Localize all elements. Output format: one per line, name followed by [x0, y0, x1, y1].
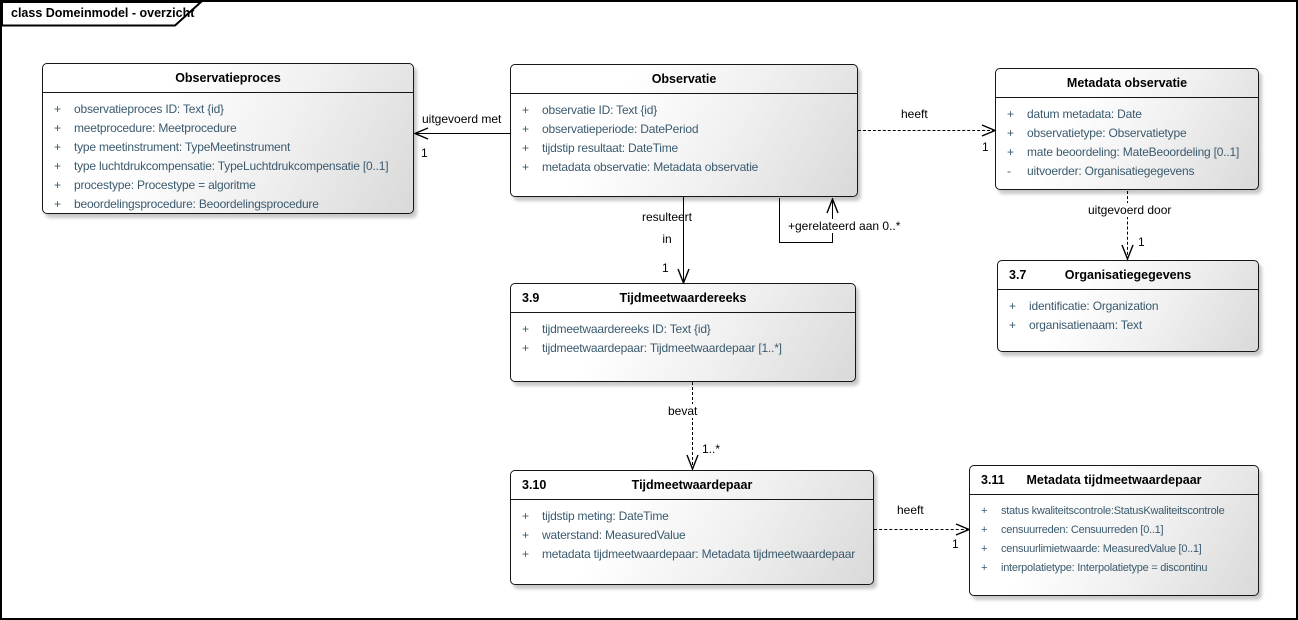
class-tijdmeetwaardepaar[interactable] — [510, 470, 874, 585]
attribute-row — [996, 124, 1258, 143]
class-metadata-observatie[interactable] — [995, 68, 1259, 190]
attribute-row — [970, 502, 1258, 521]
attribute-row — [970, 559, 1258, 578]
arrowhead-down-icon — [677, 268, 690, 284]
class-metadata-tijdmeetwaardepaar[interactable] — [969, 465, 1259, 596]
attribute-text: interpolatietype: Interpolatietype = discontinu — [1001, 562, 1208, 574]
attribute-list — [970, 495, 1258, 578]
attribute-row — [511, 545, 873, 564]
arrowhead-left-icon — [414, 127, 429, 140]
attribute-text: observatie ID: Text {id} — [542, 103, 658, 117]
attribute-row — [511, 526, 873, 545]
visibility-marker: + — [981, 524, 988, 536]
attribute-row — [970, 521, 1258, 540]
class-number: 3.7 — [1009, 268, 1027, 282]
visibility-marker: + — [1009, 299, 1016, 313]
attribute-row — [511, 101, 857, 120]
attribute-row — [996, 105, 1258, 124]
edge-label-heeft-tijdmeetwaardepaar: heeft — [897, 503, 924, 517]
attribute-row — [511, 158, 857, 177]
attribute-row — [511, 507, 873, 526]
visibility-marker: + — [981, 543, 988, 555]
visibility-marker: + — [522, 341, 529, 355]
attribute-text: censuurlimietwaarde: MeasuredValue [0..1] — [1001, 543, 1202, 555]
attribute-row — [43, 138, 413, 157]
attribute-row — [511, 139, 857, 158]
arrowhead-right-icon — [955, 523, 970, 536]
class-number: 3.11 — [981, 473, 1005, 487]
class-title: Observatieproces — [175, 71, 281, 85]
attribute-text: datum metadata: Date — [1027, 107, 1142, 121]
attribute-text: tijdstip resultaat: DateTime — [542, 141, 679, 155]
edge-label-resulteert-in — [622, 206, 712, 250]
visibility-marker: + — [54, 178, 61, 192]
visibility-marker: + — [1007, 126, 1014, 140]
class-number: 3.9 — [522, 291, 540, 305]
class-title: Observatie — [651, 72, 717, 86]
class-title: Organisatiegegevens — [1064, 268, 1192, 282]
attribute-row — [43, 119, 413, 138]
frame-title: class Domeinmodel - overzicht — [11, 6, 195, 20]
class-tijdmeetwaardepaar-header — [511, 471, 873, 500]
visibility-marker: + — [1009, 318, 1016, 332]
edge-label-gerelateerd-aan: +gerelateerd aan 0..* — [788, 219, 901, 233]
attribute-text: type luchtdrukcompensatie: TypeLuchtdrukcompensatie [0..1] — [74, 159, 389, 173]
class-observatie[interactable] — [510, 64, 858, 197]
arrowhead-right-icon — [981, 124, 996, 137]
attribute-text: tijdstip meting: DateTime — [542, 509, 669, 523]
class-metadata-tijdmeetwaardepaar-header — [970, 466, 1258, 495]
attribute-list — [998, 290, 1258, 335]
attribute-row — [43, 100, 413, 119]
attribute-text: meetprocedure: Meetprocedure — [74, 121, 237, 135]
attribute-text: identificatie: Organization — [1029, 299, 1159, 313]
attribute-row — [996, 162, 1258, 181]
visibility-marker: + — [981, 505, 988, 517]
edge-label-uitgevoerd-door: uitgevoerd door — [1088, 203, 1172, 217]
class-tijdmeetwaardereeks[interactable] — [510, 283, 856, 382]
attribute-row — [43, 195, 413, 214]
visibility-marker: + — [522, 528, 529, 542]
attribute-text: metadata observatie: Metadata observatie — [542, 160, 759, 174]
class-observatieproces-header — [43, 64, 413, 93]
class-observatie-header — [511, 65, 857, 94]
attribute-text: organisatienaam: Text — [1029, 318, 1142, 332]
visibility-marker: + — [522, 547, 529, 561]
attribute-list — [511, 313, 855, 358]
class-tijdmeetwaardereeks-header — [511, 284, 855, 313]
attribute-row — [511, 120, 857, 139]
class-organisatiegegevens-header — [998, 261, 1258, 290]
class-title: Metadata tijdmeetwaardepaar — [1026, 473, 1202, 487]
edge-multiplicity: 1 — [662, 261, 669, 275]
attribute-row — [511, 339, 855, 358]
arrowhead-down-icon — [686, 454, 699, 470]
class-organisatiegegevens[interactable] — [997, 260, 1259, 352]
class-number: 3.10 — [522, 478, 547, 492]
attribute-text: observatieperiode: DatePeriod — [542, 122, 699, 136]
class-metadata-observatie-header — [996, 69, 1258, 98]
attribute-list — [511, 94, 857, 177]
edge-multiplicity: 1..* — [702, 442, 721, 456]
self-association-gerelateerd-line-left[interactable] — [779, 198, 780, 242]
visibility-marker: + — [54, 197, 61, 211]
class-title: Tijdmeetwaardereeks — [619, 291, 747, 305]
attribute-row — [970, 540, 1258, 559]
visibility-marker: + — [522, 122, 529, 136]
attribute-row — [998, 316, 1258, 335]
visibility-marker: + — [1007, 145, 1014, 159]
attribute-row — [43, 176, 413, 195]
attribute-list — [511, 500, 873, 564]
visibility-marker: + — [54, 140, 61, 154]
visibility-marker: + — [54, 102, 61, 116]
visibility-marker: + — [522, 322, 529, 336]
visibility-marker: + — [522, 141, 529, 155]
dependency-heeft-observatie-line[interactable] — [858, 130, 995, 131]
visibility-marker: - — [1007, 164, 1011, 178]
attribute-text: type meetinstrument: TypeMeetinstrument — [74, 140, 291, 154]
attribute-text: observatietype: Observatietype — [1027, 126, 1187, 140]
attribute-list — [43, 93, 413, 214]
edge-label-uitgevoerd-met: uitgevoerd met — [422, 112, 502, 126]
attribute-text: status kwaliteitscontrole:StatusKwaliteitscontrole — [1001, 505, 1225, 517]
self-association-gerelateerd-line-bottom[interactable] — [779, 242, 833, 243]
attribute-text: metadata tijdmeetwaardepaar: Metadata tijdmeetwaardepaar — [542, 547, 855, 561]
visibility-marker: + — [1007, 107, 1014, 121]
visibility-marker: + — [522, 509, 529, 523]
edge-multiplicity: 1 — [952, 537, 959, 551]
visibility-marker: + — [522, 160, 529, 174]
attribute-text: uitvoerder: Organisatiegegevens — [1027, 164, 1195, 178]
attribute-list — [996, 98, 1258, 181]
edge-label-line2: in — [662, 232, 672, 246]
visibility-marker: + — [522, 103, 529, 117]
arrowhead-up-icon — [826, 198, 839, 214]
attribute-text: observatieproces ID: Text {id} — [74, 102, 224, 116]
attribute-row — [511, 320, 855, 339]
edge-label-line1: resulteert — [641, 210, 693, 224]
attribute-text: procestype: Procestype = algoritme — [74, 178, 256, 192]
visibility-marker: + — [981, 562, 988, 574]
attribute-row — [43, 157, 413, 176]
edge-label-bevat: bevat — [668, 404, 698, 418]
visibility-marker: + — [54, 159, 61, 173]
attribute-text: beoordelingsprocedure: Beoordelingsprocedure — [74, 197, 319, 211]
class-title: Tijdmeetwaardepaar — [631, 478, 753, 492]
attribute-text: waterstand: MeasuredValue — [542, 528, 686, 542]
attribute-text: tijdmeetwaardereeks ID: Text {id} — [542, 322, 711, 336]
attribute-text: censuurreden: Censuurreden [0..1] — [1001, 524, 1164, 536]
class-observatieproces[interactable] — [42, 63, 414, 214]
attribute-row — [996, 143, 1258, 162]
attribute-text: mate beoordeling: MateBeoordeling [0..1] — [1027, 145, 1240, 159]
edge-multiplicity: 1 — [421, 146, 428, 160]
class-title: Metadata observatie — [1066, 76, 1188, 90]
edge-multiplicity: 1 — [982, 140, 989, 154]
arrowhead-down-icon — [1121, 244, 1134, 260]
edge-label-heeft-observatie: heeft — [901, 107, 928, 121]
attribute-row — [998, 297, 1258, 316]
attribute-text: tijdmeetwaardepaar: Tijdmeetwaardepaar [1..*] — [542, 341, 782, 355]
visibility-marker: + — [54, 121, 61, 135]
edge-multiplicity: 1 — [1138, 235, 1145, 249]
